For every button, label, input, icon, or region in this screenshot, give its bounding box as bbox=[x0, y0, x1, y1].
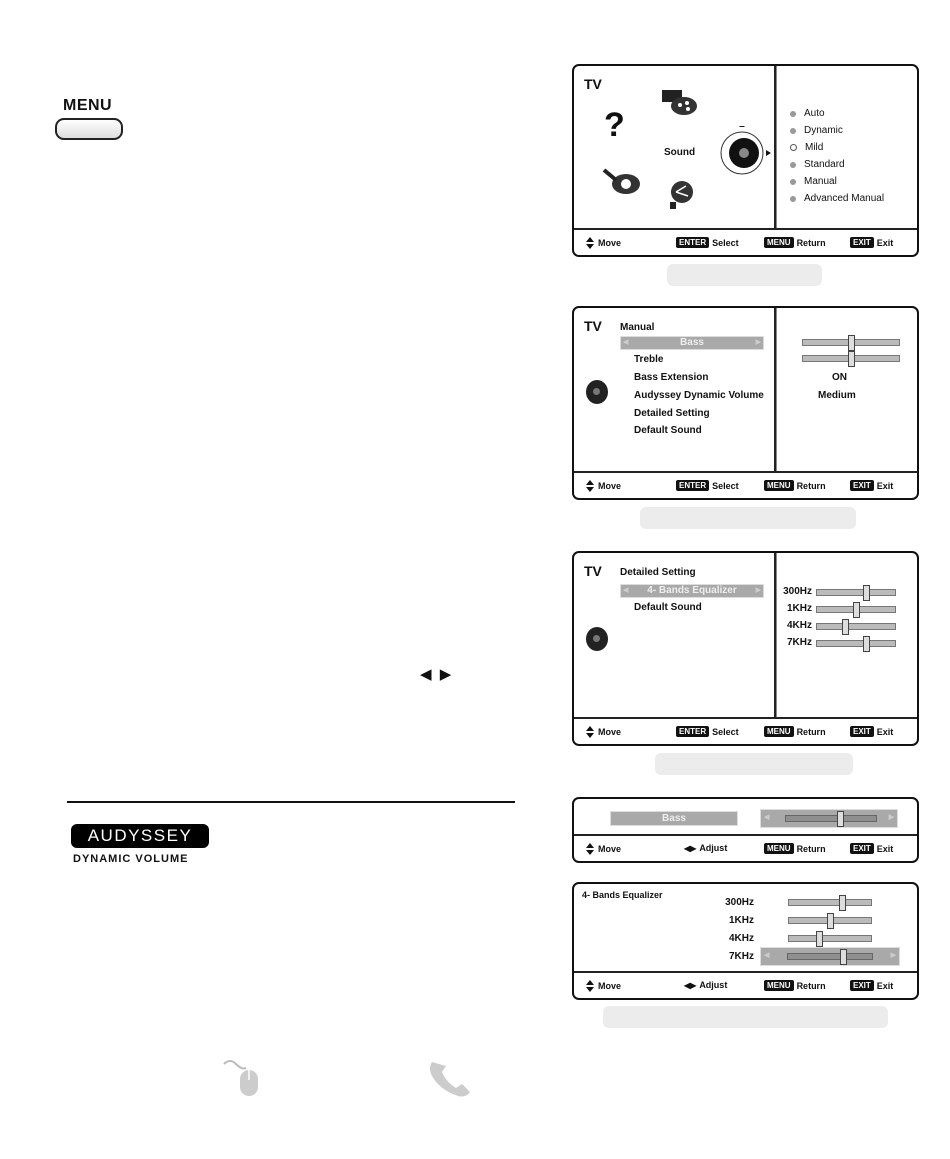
left-right-icon: ◀▶ bbox=[684, 843, 697, 853]
adjust-slider-box[interactable]: ◀ ▶ bbox=[760, 809, 898, 828]
audyssey-logo-subtitle: DYNAMIC VOLUME bbox=[73, 853, 189, 865]
slider-knob[interactable] bbox=[827, 913, 834, 929]
slider-knob[interactable] bbox=[848, 335, 855, 351]
osd-footer: Move ◀▶ Adjust MENU Return EXIT Exit bbox=[574, 834, 917, 861]
slider-knob[interactable] bbox=[842, 619, 849, 635]
band-slider[interactable] bbox=[816, 623, 896, 630]
menu-item-selected[interactable]: ◀ 4- Bands Equalizer ▶ bbox=[620, 584, 764, 598]
sound-option[interactable]: Standard bbox=[790, 159, 845, 170]
menu-item[interactable]: Detailed Setting bbox=[634, 408, 710, 419]
audyssey-value: Medium bbox=[818, 390, 856, 401]
osd-icon-area bbox=[574, 66, 774, 229]
band-label: 1KHz bbox=[786, 603, 812, 614]
panel-divider bbox=[774, 553, 777, 718]
radio-dot-icon bbox=[790, 128, 796, 134]
tv-label: TV bbox=[584, 563, 602, 579]
band-slider[interactable] bbox=[816, 606, 896, 613]
menu-item[interactable]: Default Sound bbox=[634, 602, 702, 613]
bass-adjust-slider[interactable] bbox=[785, 815, 877, 822]
up-down-icon bbox=[586, 726, 594, 738]
sound-option[interactable]: Dynamic bbox=[790, 125, 843, 136]
osd-footer: Move ENTER Select MENU Return EXIT Exit bbox=[574, 471, 917, 498]
equalizer-title: 4- Bands Equalizer bbox=[582, 890, 663, 900]
menu-key-illustration bbox=[55, 97, 125, 141]
menu-key: MENU bbox=[764, 843, 794, 854]
osd-footer: Move ENTER Select MENU Return EXIT Exit bbox=[574, 228, 917, 255]
audyssey-logo bbox=[71, 824, 211, 870]
question-mark-icon: ? bbox=[604, 106, 625, 144]
up-down-icon bbox=[586, 237, 594, 249]
mouse-icon bbox=[220, 1058, 266, 1098]
menu-key: MENU bbox=[764, 980, 794, 991]
exit-key: EXIT bbox=[850, 237, 874, 248]
section-divider bbox=[67, 801, 515, 803]
osd-footer: Move ◀▶ Adjust MENU Return EXIT Exit bbox=[574, 971, 917, 998]
speaker-icon bbox=[586, 380, 608, 404]
menu-item[interactable]: Default Sound bbox=[634, 425, 702, 436]
radio-dot-icon bbox=[790, 111, 796, 117]
slider-knob[interactable] bbox=[863, 585, 870, 601]
sound-option-selected[interactable]: Mild bbox=[790, 142, 823, 153]
equalizer-selected-band[interactable]: ◀ ▶ bbox=[760, 947, 900, 966]
band-slider[interactable] bbox=[816, 640, 896, 647]
osd-bass-adjust-panel bbox=[572, 797, 919, 863]
setup-icon bbox=[602, 166, 646, 200]
band-label: 4KHz bbox=[786, 620, 812, 631]
radio-dot-selected-icon bbox=[790, 144, 797, 151]
band-label: 300Hz bbox=[783, 586, 812, 597]
bass-extension-value: ON bbox=[832, 372, 847, 383]
menu-button-icon bbox=[55, 118, 123, 140]
slider-knob[interactable] bbox=[848, 351, 855, 367]
treble-slider[interactable] bbox=[802, 355, 900, 362]
sound-speaker-icon bbox=[716, 126, 772, 182]
caption-box bbox=[603, 1006, 888, 1028]
exit-key: EXIT bbox=[850, 980, 874, 991]
up-down-icon bbox=[586, 480, 594, 492]
exit-key: EXIT bbox=[850, 843, 874, 854]
slider-knob[interactable] bbox=[853, 602, 860, 618]
band-label: 1KHz bbox=[728, 915, 754, 926]
slider-knob[interactable] bbox=[816, 931, 823, 947]
osd-footer: Move ENTER Select MENU Return EXIT Exit bbox=[574, 717, 917, 744]
left-right-arrow-keys: ◀ ▶ bbox=[420, 666, 454, 683]
caption-box bbox=[667, 264, 822, 286]
slider-knob[interactable] bbox=[840, 949, 847, 965]
band-slider[interactable] bbox=[816, 589, 896, 596]
enter-key: ENTER bbox=[676, 726, 709, 737]
radio-dot-icon bbox=[790, 162, 796, 168]
menu-key: MENU bbox=[764, 237, 794, 248]
sound-label: Sound bbox=[664, 147, 696, 158]
radio-dot-icon bbox=[790, 196, 796, 202]
osd-manual-panel bbox=[572, 306, 919, 500]
exit-key: EXIT bbox=[850, 726, 874, 737]
band-label: 4KHz bbox=[728, 933, 754, 944]
audyssey-logo-text: AUDYSSEY bbox=[71, 824, 209, 848]
menu-key-label: MENU bbox=[63, 97, 113, 114]
menu-title: Detailed Setting bbox=[620, 567, 696, 578]
left-right-icon: ◀▶ bbox=[684, 980, 697, 990]
caption-box bbox=[640, 507, 856, 529]
caption-box bbox=[655, 753, 853, 775]
exit-key: EXIT bbox=[850, 480, 874, 491]
panel-divider bbox=[774, 308, 777, 472]
sound-option[interactable]: Manual bbox=[790, 176, 837, 187]
band-slider[interactable] bbox=[788, 917, 872, 924]
tv-label: TV bbox=[584, 318, 602, 334]
sound-option[interactable]: Auto bbox=[790, 108, 825, 119]
up-down-icon bbox=[586, 843, 594, 855]
osd-main-menu-panel bbox=[572, 64, 919, 257]
menu-title: Manual bbox=[620, 322, 655, 333]
menu-key: MENU bbox=[764, 726, 794, 737]
up-down-icon bbox=[586, 980, 594, 992]
band-slider[interactable] bbox=[787, 953, 873, 960]
band-label: 7KHz bbox=[786, 637, 812, 648]
bass-slider[interactable] bbox=[802, 339, 900, 346]
slider-knob[interactable] bbox=[839, 895, 846, 911]
menu-item[interactable]: Bass Extension bbox=[634, 372, 709, 383]
menu-item[interactable]: Treble bbox=[634, 354, 664, 365]
band-slider[interactable] bbox=[788, 935, 872, 942]
enter-key: ENTER bbox=[676, 237, 709, 248]
tv-label: TV bbox=[584, 76, 602, 92]
radio-dot-icon bbox=[790, 179, 796, 185]
band-label: 300Hz bbox=[725, 897, 754, 908]
phone-icon bbox=[424, 1058, 472, 1098]
speaker-icon bbox=[586, 627, 608, 651]
slider-knob[interactable] bbox=[863, 636, 870, 652]
enter-key: ENTER bbox=[676, 480, 709, 491]
band-slider[interactable] bbox=[788, 899, 872, 906]
band-label: 7KHz bbox=[728, 951, 754, 962]
adjust-item-label: Bass bbox=[610, 811, 738, 826]
channel-icon bbox=[666, 178, 696, 210]
picture-icon bbox=[660, 90, 698, 116]
slider-knob[interactable] bbox=[837, 811, 844, 827]
menu-item[interactable]: Audyssey Dynamic Volume bbox=[634, 390, 764, 401]
osd-detailed-setting-panel bbox=[572, 551, 919, 746]
menu-key: MENU bbox=[764, 480, 794, 491]
sound-option[interactable]: Advanced Manual bbox=[790, 193, 884, 204]
menu-item-selected[interactable]: ◀ Bass ▶ bbox=[620, 336, 764, 350]
panel-divider bbox=[774, 66, 777, 229]
osd-equalizer-panel bbox=[572, 882, 919, 1000]
